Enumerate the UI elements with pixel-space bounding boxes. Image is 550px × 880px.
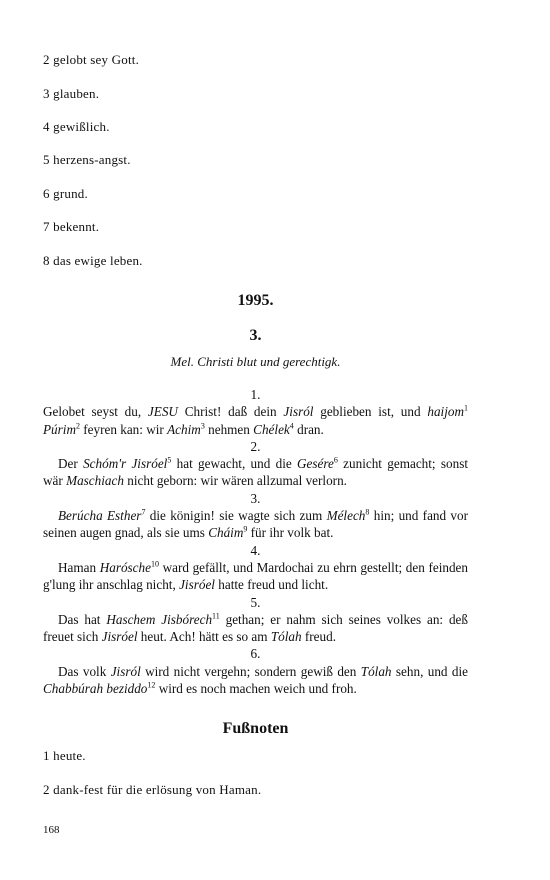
footnote-line xyxy=(43,52,139,68)
footnote-ref: 8 xyxy=(365,507,370,517)
verse-number: 3. xyxy=(250,490,261,506)
page-number: 168 xyxy=(43,824,60,836)
footnote-ref: 12 xyxy=(147,680,156,690)
footnote-number: 3 xyxy=(43,86,50,101)
footnote-number: 2 xyxy=(43,52,50,67)
footnote-line xyxy=(43,119,110,135)
italic-term: Jisróel xyxy=(179,577,215,593)
italic-term: Berúcha Esther xyxy=(58,508,142,524)
footnote-line xyxy=(43,253,143,269)
footnote-ref: 3 xyxy=(200,421,205,431)
italic-term: Mélech xyxy=(326,508,366,524)
footnotes-heading: Fußnoten xyxy=(222,720,289,737)
footnote-line xyxy=(43,748,86,764)
verses-block xyxy=(43,386,468,697)
footnote-number: 1 xyxy=(43,748,50,763)
footnote-line xyxy=(43,86,99,102)
footnote-ref: 1 xyxy=(464,403,468,413)
footnote-ref: 7 xyxy=(141,507,146,517)
italic-term: Schóm'r Jisróel xyxy=(83,456,168,472)
verse-number: 2. xyxy=(250,438,261,454)
footnote-text: heute. xyxy=(53,748,86,763)
song-number-heading: 3. xyxy=(249,327,262,344)
italic-term: haijom xyxy=(427,404,464,420)
verse-text: Gelobet seyst du, JESU Christ! daß dein Jisról geblieben ist, und haijom$^1$ Púrim$^2$ feyren kan: wir Achim$^3$ nehmen Chélek$^4$ dran. xyxy=(43,403,468,437)
footnote-ref: 4 xyxy=(289,421,294,431)
italic-term: Jisróel xyxy=(101,629,138,645)
verse-text: Der Schóm'r Jisróel$^5$ hat gewacht, und die Gesére$^6$ zunicht gemacht; sonst wär Maschiach nicht geborn: wir wären allzumal verlorn. xyxy=(43,455,468,489)
italic-term: Chabbúrah beziddo xyxy=(43,681,148,697)
footnote-number: 7 xyxy=(43,219,50,234)
footnote-text: das ewige leben. xyxy=(53,253,143,268)
footnote-text: gelobt sey Gott. xyxy=(53,52,140,67)
footnote-text: grund. xyxy=(53,186,88,201)
italic-term: Tólah xyxy=(270,629,302,645)
footnote-ref: 11 xyxy=(212,611,220,621)
footnote-number: 5 xyxy=(43,152,50,167)
verse-number: 4. xyxy=(250,542,261,558)
verse-number: 1. xyxy=(250,387,261,402)
italic-term: Chélek xyxy=(253,421,290,437)
italic-term: Harósche xyxy=(99,559,151,575)
footnote-number: 6 xyxy=(43,186,50,201)
italic-term: Jisról xyxy=(110,663,141,679)
italic-term: JESU xyxy=(147,404,178,420)
footnote-line xyxy=(43,186,88,202)
italic-term: Púrim xyxy=(43,421,76,437)
verse-text: Berúcha Esther$^7$ die königin! sie wagte sich zum Mélech$^8$ hin; und fand vor seinen augen gnad, als sie ums Cháim$^9$ für ihr volk bat. xyxy=(43,507,469,541)
song-year-heading: 1995. xyxy=(237,292,274,309)
footnote-line xyxy=(43,219,99,235)
footnote-ref: 10 xyxy=(150,559,159,569)
italic-term: Achim xyxy=(167,421,201,437)
italic-term: Gesére xyxy=(297,456,334,472)
italic-term: Jisról xyxy=(283,404,314,420)
verse-number: 5. xyxy=(250,594,261,610)
footnote-number: 4 xyxy=(43,119,50,134)
footnote-text: gewißlich. xyxy=(53,119,110,134)
verse-number: 6. xyxy=(250,646,261,662)
verse-text: Das hat Haschem Jisbórech$^{11}$ gethan; er nahm sich seines volkes an: deß freuet sich Jisróel heut. Ach! hätt es so am Tólah freud. xyxy=(43,611,468,645)
footnote-ref: 9 xyxy=(243,524,248,534)
footnote-ref: 5 xyxy=(167,455,172,465)
footnote-line xyxy=(43,782,261,798)
footnote-text: bekennt. xyxy=(53,219,100,234)
footnote-ref: 2 xyxy=(75,421,80,431)
verse-text: Das volk Jisról wird nicht vergehn; sondern gewiß den Tólah sehn, und die Chabbúrah beziddo$^{12}$ wird es noch machen weich und froh. xyxy=(43,663,468,697)
footnote-text: dank-fest für die erlösung von Haman. xyxy=(53,782,262,797)
footnote-text: herzens-angst. xyxy=(53,152,131,167)
italic-term: Cháim xyxy=(208,525,244,541)
italic-term: Maschiach xyxy=(66,473,124,489)
italic-term: Haschem Jisbórech xyxy=(106,611,213,627)
footnote-line xyxy=(43,152,131,168)
footnote-text: glauben. xyxy=(53,86,100,101)
melody-line: Mel. Christi blut und gerechtigk. xyxy=(170,354,341,369)
verse-text: Haman Harósche$^{10}$ ward gefällt, und Mardochai zu ehrn gestellt; den feinden g'lung ihr anschlag nicht, Jisróel hatte freud und licht. xyxy=(43,559,468,593)
italic-term: Tólah xyxy=(360,663,392,679)
document-page xyxy=(43,0,468,880)
footnote-number: 8 xyxy=(43,253,50,268)
footnote-number: 2 xyxy=(43,782,50,797)
footnote-ref: 6 xyxy=(333,455,338,465)
